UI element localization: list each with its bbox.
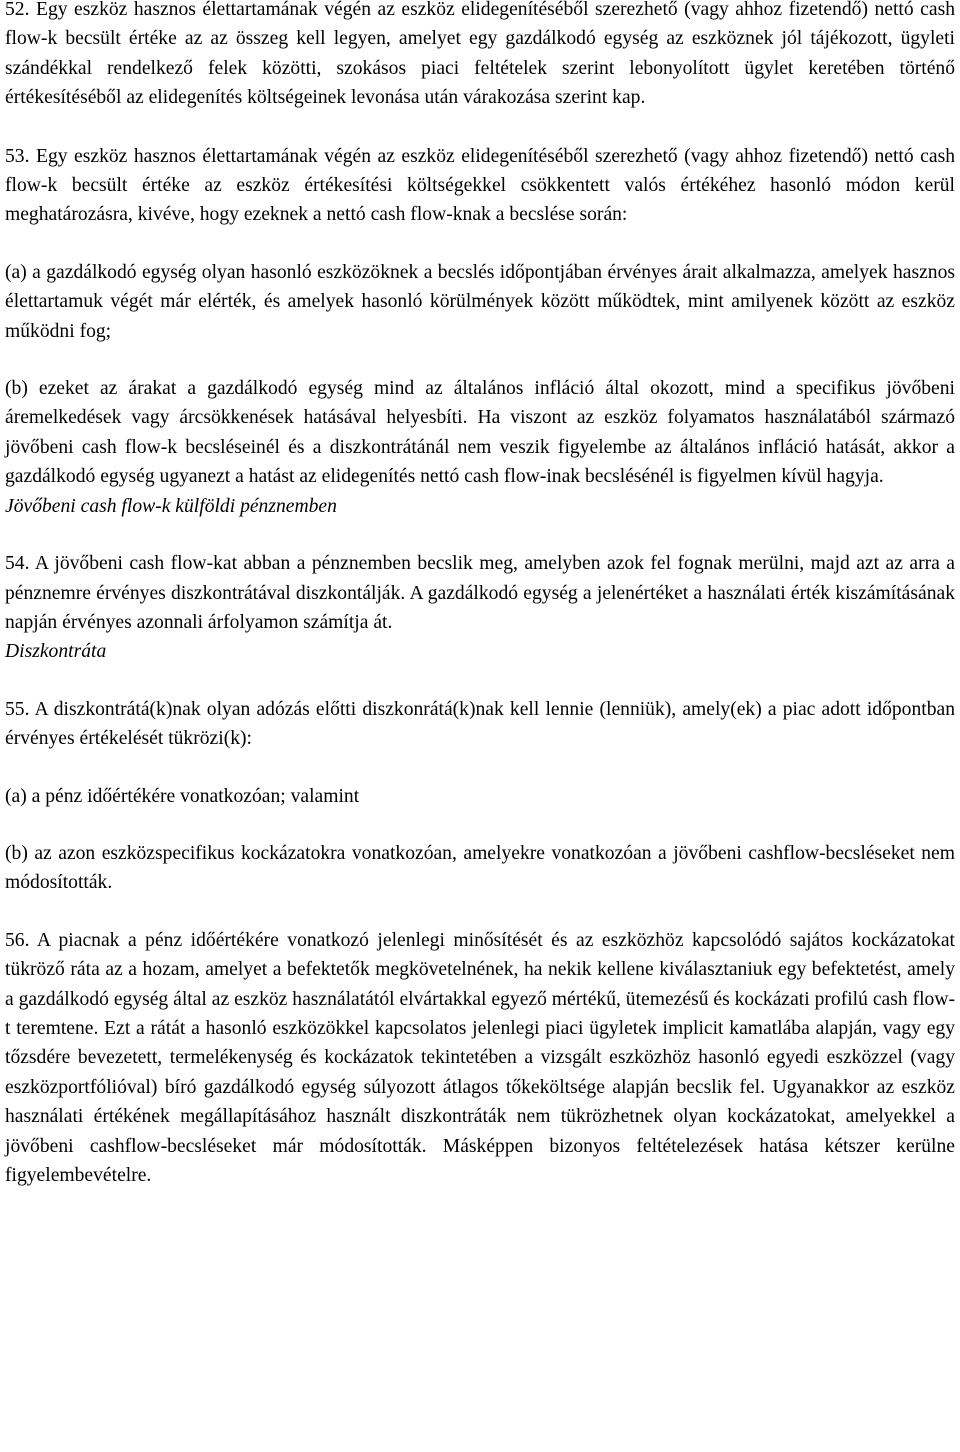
paragraph-53-a: (a) a gazdálkodó egység olyan hasonló eszközöknek a becslés időpontjában érvényes árait alkalmazza, amelyek hasznos élettartamuk végét már elérték, és amelyek hasonló körülmények között működtek, mint amilyenek között az eszköz működni fog;: [5, 261, 955, 342]
paragraph-53-b: (b) ezeket az árakat a gazdálkodó egység mind az általános infláció által okozott, mind a specifikus jövőbeni áremelkedések vagy árcsökkenések hatásával helyesbíti. Ha viszont az eszköz folyamatos használatából származó jövőbeni cash flow-k becsléseinél és a diszkontrátánál nem veszik figyelembe az általános infláció hatását, akkor a gazdálkodó egység ugyanezt a hatást az elidegenítés nettó cash flow-inak becslésénél is figyelmen kívül hagyja.: [5, 378, 955, 488]
section-heading-foreign-currency: Jövőbeni cash flow-k külföldi pénznemben: [5, 495, 337, 517]
paragraph-55: 55. A diszkontrátá(k)nak olyan adózás előtti diszkonrátá(k)nak kell lennie (lenniük), amely(ek) a piac adott időpontban érvényes értékelését tükrözi(k):: [5, 698, 955, 750]
section-heading-discount-rate: Diszkontráta: [5, 641, 107, 663]
paragraph-56: 56. A piacnak a pénz időértékére vonatkozó jelenlegi minősítését és az eszközhöz kapcsolódó sajátos kockázatokat tükröző ráta az a hozam, amelyet a befektetők megkövetelnének, ha nekik kellene kiválasztaniuk egy befektetést, amely a gazdálkodó egység által az eszköz használatától elvártakkal egyező mértékű, ütemezésű és kockázati profilú cash flow-t teremtene. Ezt a rátát a hasonló eszközökkel kapcsolatos jelenlegi piaci ügyletek implicit kamatlába alapján, vagy egy tőzsdére bevezetett, termelékenység és kockázatok tekintetében a vizsgált eszközhöz hasonló egyedi eszközzel (vagy eszközportfólióval) bíró gazdálkodó egység súlyozott átlagos tőkeköltsége alapján becslik fel. Ugyanakkor az eszköz használati értékének megállapításához használt diszkontráták nem tükrözhetnek olyan kockázatokat, amelyekkel a jövőbeni cashflow-becsléseket már módosították. Másképpen bizonyos feltételezések hatása kétszer kerülne figyelembevételre.: [5, 929, 955, 1186]
paragraph-52: 52. Egy eszköz hasznos élettartamának végén az eszköz elidegenítéséből szerezhető (vagy ahhoz fizetendő) nettó cash flow-k becsült értéke az az összeg kell legyen, amelyet egy gazdálkodó egység az eszköznek jól tájékozott, ügyleti szándékkal rendelkező felek közötti, szokásos piaci feltételek szerint lebonyolított ügylet keretében történő értékesítéséből az elidegenítés költségeinek levonása után várakozása szerint kap.: [5, 0, 955, 109]
paragraph-54: 54. A jövőbeni cash flow-kat abban a pénznemben becslik meg, amelyben azok fel fognak merülni, majd azt az arra a pénznemre érvényes diszkontrátával diszkontálják. A gazdálkodó egység a jelenértéket a használati érték kiszámításának napján érvényes azonnali árfolyamon számítja át.: [5, 553, 955, 633]
paragraph-55-a: (a) a pénz időértékére vonatkozóan; valamint: [5, 785, 360, 807]
paragraph-53: 53. Egy eszköz hasznos élettartamának végén az eszköz elidegenítéséből szerezhető (vagy ahhoz fizetendő) nettó cash flow-k becsült értéke az eszköz értékesítési költségekkel csökkentett valós értékéhez hasonló módon kerül meghatározásra, kivéve, hogy ezeknek a nettó cash flow-knak a becslése során:: [5, 145, 955, 226]
paragraph-55-b: (b) az azon eszközspecifikus kockázatokra vonatkozóan, amelyekre vonatkozóan a jövőbeni cashflow-becsléseket nem módosították.: [5, 842, 955, 894]
